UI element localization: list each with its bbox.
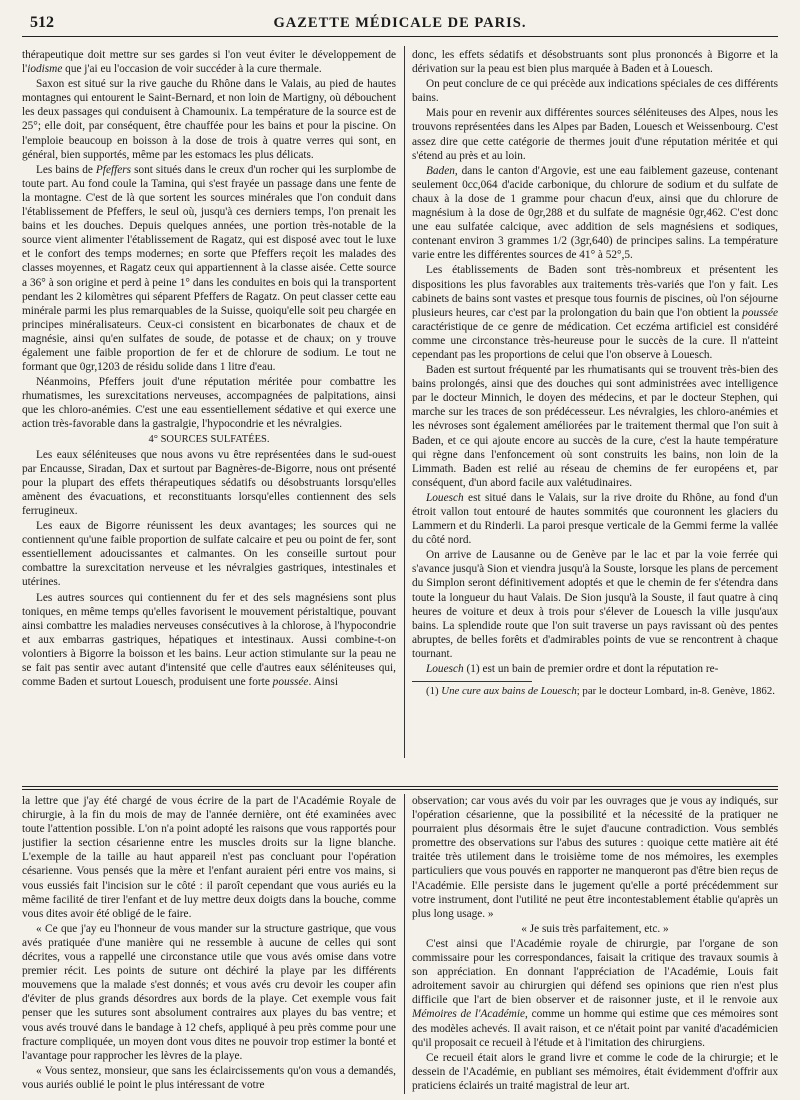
paragraph: Ce recueil était alors le grand livre et comme le code de la chirurgie; et le dessein de l'Académie, en publiant ses mémoires, était évidemment d'offrir aux praticiens éclairés un traité magistral de leur art. bbox=[412, 1051, 778, 1092]
closing-quote: « Je suis très parfaitement, etc. » bbox=[521, 922, 669, 935]
paragraph: Les autres sources qui contiennent du fer et des sels magnésiens sont plus toniques, en même temps qu'elles favorisent le mouvement péristaltique, pouvant ainsi combattre les maladies nerveuses consécutives à la chlorose, à l'hypocondrie et aux embarras gastriques, hépatiques et intestinaux. Aussi combine-t-on volontiers à Bigorre la boisson et les bains. Leur action stimulante sur la peau ne se fait pas sentir avec autant d'intensité que celle d'autres eaux séléniteuses qui, comme Baden et surtout Louesch, produisent une forte poussée. Ainsi bbox=[22, 591, 396, 689]
paragraph: C'est ainsi que l'Académie royale de chirurgie, par l'organe de son commissaire pour les correspondances, faisait la critique des travaux soumis à son appréciation. En donnant l'appréciation de l'Académie, Louis fait adroitement savoir au chirurgien qui défend ses opinions que rien n'est plus difficile que l'art de bien observer et de raisonner juste, et il le renvoie aux Mémoires de l'Académie, comme un homme qui estime que ces mémoires sont des modèles achevés. Il avait raison, et ce n'était point par vanité d'académicien qu'il proposait ce recueil à l'étude et à l'imitation des chirurgiens. bbox=[412, 937, 778, 1049]
paragraph: Saxon est situé sur la rive gauche du Rhône dans le Valais, au pied de hautes montagnes qui entourent le Saint-Bernard, et non loin de Martigny, où débouchent les deux passages qui conduisent à Chamounix. La température de la source est de 25°; elle doit, par conséquent, être chauffée pour les bains et pour la piscine. On l'emploie beaucoup en boisson à la dose de trois à quatre verres qui sont, en général, bien supportés, même par les estomacs les plus délicats. bbox=[22, 78, 396, 161]
paragraph: Louesch est situé dans le Valais, sur la rive droite du Rhône, au fond d'un étroit vallon tout entouré de hautes sommités que couronnent les glaciers du Lammern et du Rinderli. La paroi presque verticale de la Gemmi ferme la vallée du côté nord. bbox=[412, 491, 778, 547]
paragraph: Louesch (1) est un bain de premier ordre et dont la réputation re- bbox=[426, 663, 719, 676]
paragraph: « Vous sentez, monsieur, que sans les éclaircissements qu'on vous a demandés, vous auriés oublié le point le plus intéressant de votre bbox=[22, 1064, 396, 1091]
column-upper-left bbox=[22, 48, 396, 756]
paragraph: Néanmoins, Pfeffers jouit d'une réputation méritée pour combattre les rhumatismes, les surexcitations nerveuses, accompagnées de palpitations, ainsi que les chloro-anémies. C'est une eau essentiellement sédative et qui exerce une action très-favorable dans la gastralgie, l'hypocondrie et les névralgies. bbox=[22, 376, 396, 431]
section-heading: 4° SOURCES SULFATÉES. bbox=[148, 433, 270, 445]
paragraph: Baden, dans le canton d'Argovie, est une eau faiblement gazeuse, contenant seulement 0cc,064 d'acide carbonique, du chlorure de sodium et du sulfate de chaux à la dose de 1 gramme pour chacun d'eux, ainsi que du chlorure de magnésium à la dose de 0gr,288 et du sulfate de magnésie 0gr,462. C'est donc une eau sulfatée calcique, avec addition de sels magnésiens et sodiques, contenant environ 3 grammes 1/2 (3gr,640) de principes salins. La température varie entre les différentes sources de 41° à 52°,5. bbox=[412, 164, 778, 262]
footnote: (1) Une cure aux bains de Louesch; par le docteur Lombard, in-8. Genève, 1862. bbox=[426, 685, 775, 698]
paragraph: la lettre que j'ay été chargé de vous écrire de la part de l'Académie Royale de chirurgie, à la fin du mois de may de l'année dernière, ont été examinées avec toute l'attention possible. L'on n'a point adopté les raisons que vous rapportés pour justifier la section césarienne entre les muscles droits sur la ligne blanche. L'exemple de la taille au haut appareil n'est pas concluant pour l'opération césarienne. Vous pensés que la mère et l'enfant auraient péri entre vos mains, si vous eussiés fait l'incision sur le côté : il paroît cependant que vous auriés eu la même facilité de tirer l'enfant et de luy mettre deux doigts dans la bouche, comme vous dites avoir été obligé de le faire. bbox=[22, 795, 396, 920]
journal-title: GAZETTE MÉDICALE DE PARIS. bbox=[273, 15, 527, 31]
paragraph: Les établissements de Baden sont très-nombreux et présentent les dispositions les plus favorables aux traitements très-variés que l'on y fait. Les cabinets de bains sont vastes et presque tous fournis de piscines, où l'on séjourne plusieurs heures, car c'est par la prolongation du bain que l'on obtient la poussée caractéristique de ce genre de médication. Cet eczéma artificiel est considéré comme une circonstance très-heureuse pour le succès de la cure. Il n'atteint cependant pas les proportions de celui que l'on observe à Louesch. bbox=[412, 264, 778, 361]
paragraph: donc, les effets sédatifs et désobstruants sont plus prononcés à Bigorre et la dérivation sur la peau est bien plus marquée à Baden et à Louesch. bbox=[412, 49, 778, 76]
paragraph: Les bains de Pfeffers sont situés dans le creux d'un rocher qui les surplombe de toute part. Au fond coule la Tamina, qui s'est frayée un passage dans une fente de la montagne. C'est de là que sortent les sources minérales que l'on conduit dans l'établissement de Pfeffers, le seul où, jusqu'à ces derniers temps, l'on prenait les bains et les douches. Depuis quelques années, une portion très-notable de la source vient alimenter l'établissement de Ragatz, qui est disposé avec tout le luxe et le confort des temps modernes; en sorte que Pfeffers reçoit les malades des classes moyennes, et Ragatz ceux qui appartiennent à la classe aisée. Cette source a 36° à son origine et perd à peine 1° dans les conduites en bois qui la transportent pendant les 2 kilomètres qui séparent Pfeffers de Ragatz. On peut classer cette eau minérale parmi les plus remarquables de la Suisse, quoiqu'elle soit peu chargée en principes minéralisateurs. Ceux-ci consistent en bicarbonates de chaux et de magnésie, ainsi qu'en sulfates de soude, de potasse et de chaux; on y trouve également une faible proportion de fer et de chlorure de sodium. Le tout ne formant que 0gr,1203 de résidu solide dans 1 litre d'eau. bbox=[22, 163, 396, 374]
paragraph: Mais pour en revenir aux différentes sources séléniteuses des Alpes, nous les trouvons représentées dans les Alpes par Baden, Louesch et Weissenbourg. C'est assez dire que cette catégorie de thermes jouit d'une réputation méritée et qui s'étend au près et au loin. bbox=[412, 107, 778, 162]
column-lower-left bbox=[22, 794, 396, 1094]
paragraph: Les eaux séléniteuses que nous avons vu être représentées dans le sud-ouest par Encausse, Siradan, Dax et surtout par Bagnères-de-Bigorre, nous ont présenté pour la plupart des effets thérapeutiques sédatifs ou désobstruants lorsqu'elles amènent des évacuations, et reconstituants lorsqu'elles contiennent des sels ferrugineux. bbox=[22, 448, 396, 517]
paragraph: On peut conclure de ce qui précède aux indications spéciales de ces différents bains. bbox=[412, 78, 778, 105]
column-lower-right bbox=[412, 794, 778, 1094]
page-number: 512 bbox=[30, 14, 54, 31]
section-separator bbox=[22, 786, 778, 787]
paragraph: On arrive de Lausanne ou de Genève par le lac et par la voie ferrée qui s'avance jusqu'à Sion et viendra jusqu'à la Souste, lorsque les plans de percement du Simplon seront définitivement adoptés et que le chemin de fer s'étendra dans toute la longueur du haut Valais. De Sion jusqu'à la Souste, il faut quatre à cinq heures de voiture et deux à trois pour s'élever de Louesch la ville jusqu'aux bains. La splendide route que l'on suit traverse un pays ravissant où des pentes abruptes, de belles forêts et d'admirables points de vue se rencontrent à chaque tournant. bbox=[412, 549, 778, 660]
paragraph: Les eaux de Bigorre réunissent les deux avantages; les sources qui ne contiennent qu'une faible proportion de sulfate calcaire et peu ou point de fer, sont essentiellement adoucissantes et calmantes. On les conseille surtout pour combattre la surexcitation nerveuse et les névralgies gastriques, intestinales et utérines. bbox=[22, 520, 396, 589]
column-divider bbox=[404, 46, 405, 758]
paragraph: « Ce que j'ay eu l'honneur de vous mander sur la structure gastrique, que vous avés pratiquée d'une manière qui ne ressemble à aucune de celles qui sont décrites, vous a rappellé une circonstance utile que vous avés omise dans votre premier récit. Les points de suture ont déchiré la playe par les différents mouvemens que la malade s'est donnés; et vous avés cru devoir les couper afin d'éviter de plus grands désordres aux bords de la playe. Cet exemple vous fait penser que les sutures sont absolument contraires aux playes du bas ventre; et vous avés trouvé dans le bandage à 12 chefs, appliqué à peu près comme pour une fracture compliquée, un moyen dont vous dites ne pouvoir trop estimer la bonté et l'avantage pour rapprocher les lèvres de la playe. bbox=[22, 922, 396, 1062]
column-divider-lower bbox=[404, 794, 405, 1094]
footnote-rule bbox=[412, 681, 532, 682]
section-separator-thin bbox=[22, 789, 778, 790]
paragraph: thérapeutique doit mettre sur ses gardes si l'on veut éviter le développement de l'iodisme que j'ai eu l'occasion de voir succéder à la cure thermale. bbox=[22, 49, 396, 76]
column-upper-right bbox=[412, 48, 778, 756]
page-header bbox=[22, 12, 778, 37]
paragraph: Baden est surtout fréquenté par les rhumatisants qui se trouvent très-bien des bains prolongés, ainsi que des douches qui sont administrées avec intelligence par le docteur Minnich, le doyen des médecins, et par le docteur Stephen, qui marche sur les traces de son prédécesseur. Les névralgies, les chloro-anémies et les névroses sont également améliorées par le traitement thermal que l'on suit à Baden, et ce qui ajoute encore au succès de la cure, c'est la haute température qui règne dans l'enfoncement où sont construits les bains, non loin de la Limmath. Baden est relié au réseau de chemins de fer européens et, par conséquent, d'un abord facile aux valétudinaires. bbox=[412, 364, 778, 489]
paragraph: observation; car vous avés du voir par les ouvrages que je vous ay indiqués, sur l'opération césarienne, que la possibilité et la nécessité de la pratiquer ne pourraient plus désormais être le sujet d'aucune contradiction. Vous semblés promettre des observations sur l'abus des sutures : quoique cette matière ait été traitée très utilement dans le troisième tome de nos mémoires, les exemples particuliers que vous pouvés en rapporter ne manqueront pas d'être bien reçus de l'Académie. Elle persiste dans le jugement qu'elle a porté précédemment sur votre instrument, dont l'utilité ne peut être incontestablement établie qu'après un plus long usage. » bbox=[412, 795, 778, 920]
